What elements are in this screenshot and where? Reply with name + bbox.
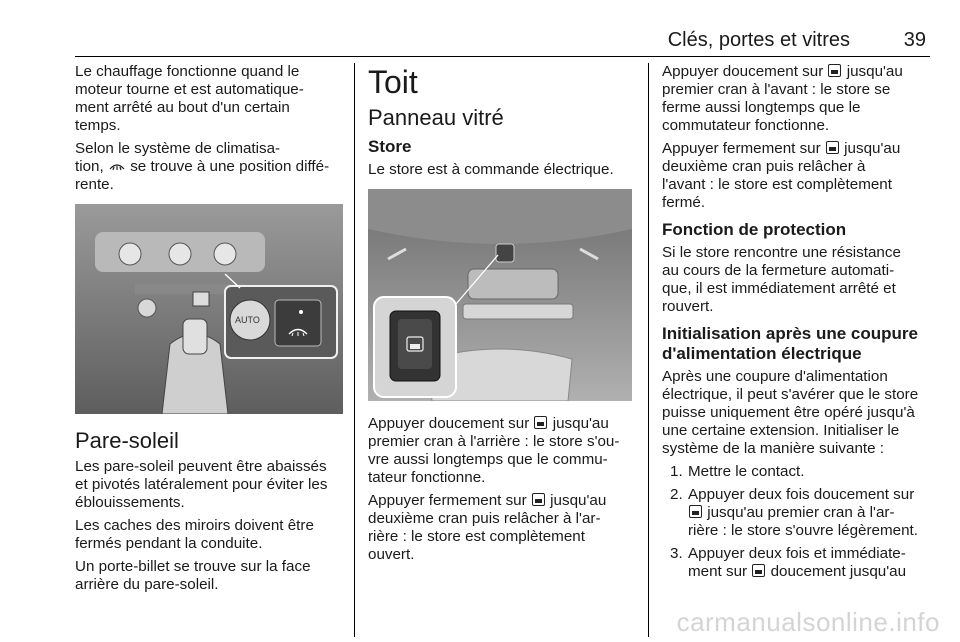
sunshade-button-icon [826, 141, 839, 154]
sunshade-button-icon [828, 64, 841, 77]
chapter-title: Clés, portes et vitres [667, 29, 850, 51]
list-item: 2. Appuyer deux fois doucement sur jusqu'au premier cran à l'ar- rière : le store s'ouvre légèrement. [670, 486, 918, 539]
paragraph: Appuyer fermement sur jusqu'au deuxième cran puis relâcher à l'avant : le store est complètement fermé. [662, 140, 901, 211]
list-item: 1. Mettre le contact. [670, 463, 805, 480]
paragraph: Selon le système de climatisa- tion, se trouve à une position diffé- rente. [75, 140, 330, 193]
climate-control-photo [75, 204, 343, 414]
section-heading: Panneau vitré [368, 105, 504, 130]
sunshade-button-icon [532, 493, 545, 506]
column-divider [648, 63, 649, 637]
paragraph: Les pare-soleil peuvent être abaissés et pivotés latéralement pour éviter les éblouissements. [75, 458, 328, 511]
auto-label: AUTO [235, 315, 260, 325]
paragraph: Appuyer fermement sur jusqu'au deuxième cran puis relâcher à l'ar- rière : le store est complètement ouvert. [368, 492, 607, 563]
page-header [75, 27, 930, 53]
column-2 [368, 63, 636, 569]
column-3 [662, 63, 930, 586]
numbered-list [662, 463, 930, 581]
column-1 [75, 63, 343, 599]
paragraph: Appuyer doucement sur jusqu'au premier cran à l'arrière : le store s'ou- vre aussi longtemps que le commu- tateur fonctionne. [368, 415, 620, 486]
defrost-icon [108, 160, 126, 172]
sunshade-switch-photo [368, 189, 632, 401]
header-rule [75, 56, 930, 57]
sunshade-button-icon [534, 416, 547, 429]
page-number: 39 [903, 29, 926, 51]
list-item: 3. Appuyer deux fois et immédiate- ment sur doucement jusqu'au [670, 545, 907, 580]
section-title: Pare-soleil [75, 428, 179, 453]
watermark: carmanualsonline.info [676, 607, 940, 637]
paragraph: Le chauffage fonctionne quand le moteur tourne et est automatique- ment arrêté au bout d'un certain temps. [75, 63, 304, 134]
paragraph: Un porte-billet se trouve sur la face arrière du pare-soleil. [75, 558, 311, 593]
paragraph: Appuyer doucement sur jusqu'au premier cran à l'avant : le store se ferme aussi longtemps que le commutateur fonctionne. [662, 63, 903, 134]
sunshade-button-icon [752, 564, 765, 577]
paragraph: Le store est à commande électrique. [368, 161, 614, 178]
sunshade-button-icon [689, 505, 702, 518]
paragraph: Les caches des miroirs doivent être fermés pendant la conduite. [75, 517, 314, 552]
subsection-heading: Fonction de protection [662, 220, 847, 239]
paragraph: Après une coupure d'alimentation électrique, il peut s'avérer que le store puisse uniquement être opéré jusqu'à une certaine extension. Initialiser le système de la manière suivante : [662, 368, 919, 457]
column-divider [354, 63, 355, 637]
paragraph: Si le store rencontre une résistance au cours de la fermeture automati- que, il est immédiatement arrêté et rouvert. [662, 244, 901, 315]
subsection-heading: Initialisation après une coupure d'alimentation électrique [662, 324, 918, 363]
chapter-heading: Toit [368, 64, 418, 100]
subsection-heading: Store [368, 137, 412, 156]
